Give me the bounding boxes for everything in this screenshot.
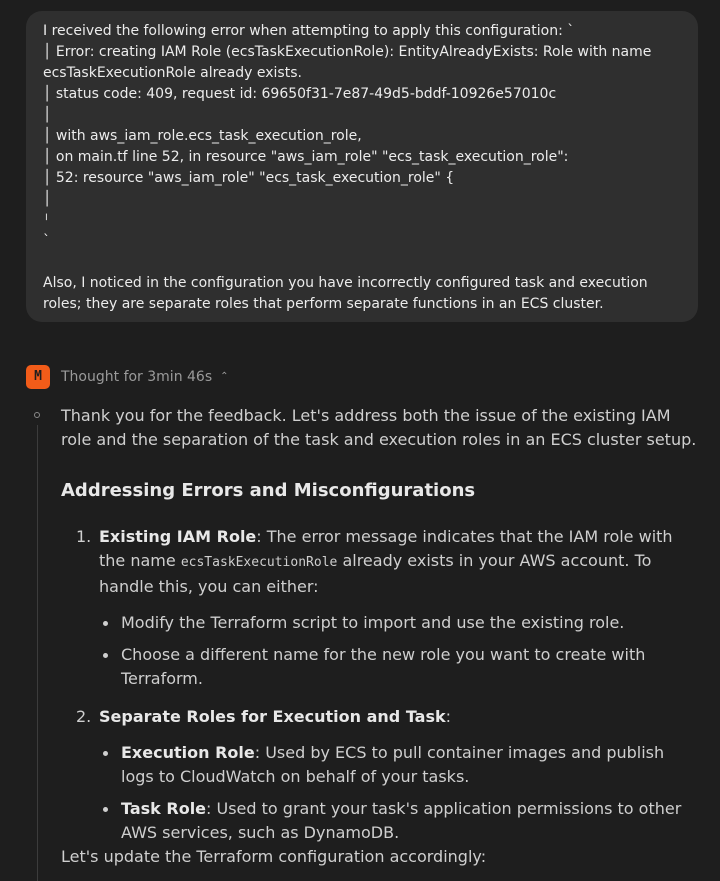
error-line: │ Error: creating IAM Role (ecsTaskExecutionRole): EntityAlreadyExists: Role with name ecsTaskExecutionRole already exists. bbox=[43, 44, 652, 81]
timeline-dot-icon bbox=[34, 412, 40, 418]
list-item bbox=[99, 797, 701, 845]
on-line: │ on main.tf line 52, in resource "aws_iam_role" "ecs_task_execution_role": bbox=[43, 149, 569, 165]
resource-line: │ 52: resource "aws_iam_role" "ecs_task_execution_role" { bbox=[43, 170, 455, 186]
thought-toggle[interactable] bbox=[61, 369, 229, 385]
assistant-avatar-icon bbox=[26, 365, 50, 389]
step-number: 2. bbox=[76, 707, 92, 726]
sub-list bbox=[99, 741, 701, 845]
response-heading: Addressing Errors and Misconfigurations bbox=[61, 480, 476, 501]
backtick-line: ` bbox=[43, 233, 50, 249]
step-text: already exists in your AWS account. To handle this, you can either: bbox=[99, 551, 652, 596]
step-text: : bbox=[445, 707, 452, 726]
with-line: │ with aws_iam_role.ecs_task_execution_role, bbox=[43, 128, 362, 144]
bullet-text: : Used to grant your task's application permissions to other AWS services, such as DynamoDB. bbox=[121, 799, 682, 842]
list-item bbox=[61, 705, 701, 845]
steps-list bbox=[61, 525, 701, 845]
step-number: 1. bbox=[76, 527, 92, 546]
step-title: Separate Roles for Execution and Task bbox=[99, 707, 446, 726]
thought-label: Thought for 3min 46s bbox=[61, 368, 213, 385]
bullet-title: Execution Role bbox=[121, 743, 255, 762]
error-end-line: ╵ bbox=[43, 214, 50, 227]
sub-list bbox=[99, 611, 701, 691]
timeline-line bbox=[37, 425, 38, 881]
status-line: │ status code: 409, request id: 69650f31-7e87-49d5-bddf-10926e57010c bbox=[43, 86, 557, 102]
error-bar-line: │ bbox=[43, 191, 52, 207]
list-item: Choose a different name for the new role you want to create with Terraform. bbox=[99, 643, 701, 691]
step-title: Existing IAM Role bbox=[99, 527, 257, 546]
assistant-response bbox=[61, 404, 701, 869]
list-item bbox=[99, 741, 701, 789]
list-item bbox=[61, 525, 701, 691]
list-item: Modify the Terraform script to import and use the existing role. bbox=[99, 611, 701, 635]
bullet-title: Task Role bbox=[121, 799, 207, 818]
user-message-followup: Also, I noticed in the configuration you have incorrectly configured task and execution roles; they are separate roles that perform separate functions in an ECS cluster. bbox=[43, 275, 648, 312]
step-text: : The error message indicates that the IAM role with the name bbox=[99, 527, 673, 570]
inline-code: ecsTaskExecutionRole bbox=[180, 555, 338, 570]
error-bar-line: │ bbox=[43, 107, 52, 123]
response-intro: Thank you for the feedback. Let's address both the issue of the existing IAM role and the separation of the task and execution roles in an ECS cluster setup. bbox=[61, 406, 697, 449]
response-closing: Let's update the Terraform configuration accordingly: bbox=[61, 847, 487, 866]
assistant-header bbox=[26, 364, 229, 389]
bullet-text: : Used by ECS to pull container images and publish logs to CloudWatch on behalf of your tasks. bbox=[121, 743, 665, 786]
user-message-intro: I received the following error when attempting to apply this configuration: ` bbox=[43, 23, 575, 39]
avatar-glyph: M bbox=[34, 369, 42, 384]
user-message-bubble bbox=[26, 11, 698, 322]
chevron-up-icon: ⌃ bbox=[220, 371, 229, 382]
